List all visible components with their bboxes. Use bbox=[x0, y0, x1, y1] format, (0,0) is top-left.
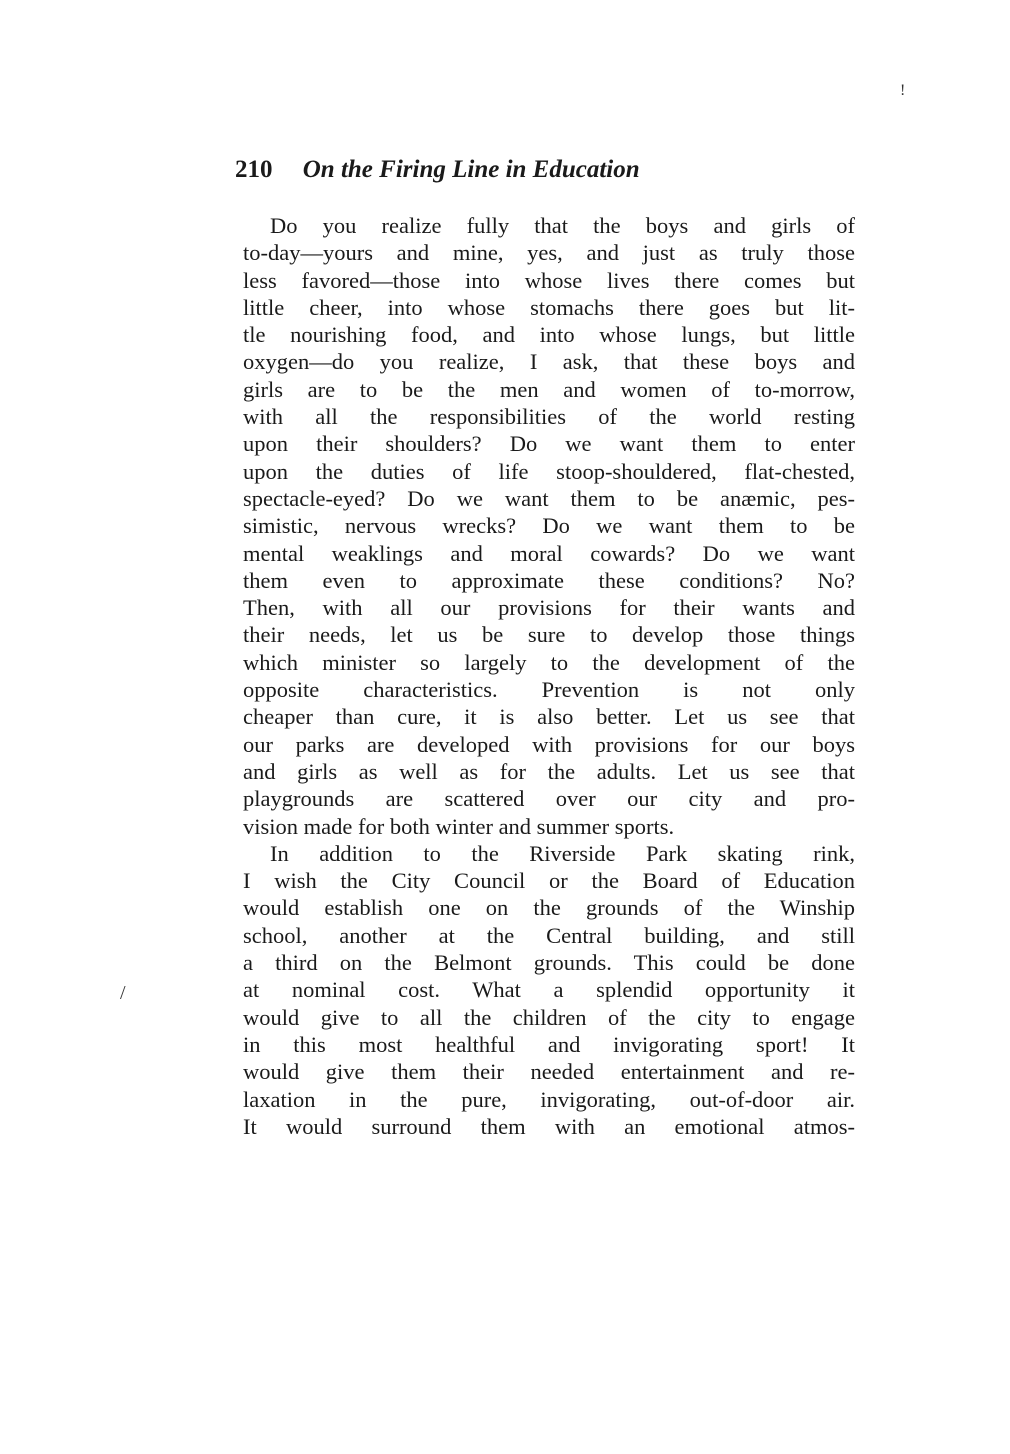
text-line: would establish one on the grounds of the Winship bbox=[243, 895, 855, 921]
text-line: and girls as well as for the adults. Let us see that bbox=[243, 758, 855, 784]
text-line: girls are to be the men and women of to-morrow, bbox=[243, 376, 855, 402]
text-line: simistic, nervous wrecks? Do we want them to be bbox=[243, 513, 855, 539]
text-line: less favored—those into whose lives there comes but bbox=[243, 267, 855, 293]
text-line: spectacle-eyed? Do we want them to be anæmic, pes- bbox=[243, 485, 855, 511]
text-line: little cheer, into whose stomachs there goes but lit- bbox=[243, 294, 855, 320]
text-line: upon their shoulders? Do we want them to enter bbox=[243, 431, 855, 457]
text-line: a third on the Belmont grounds. This could be done bbox=[243, 950, 855, 976]
text-line: vision made for both winter and summer sports. bbox=[243, 813, 675, 839]
text-line: would give them their needed entertainment and re- bbox=[243, 1059, 855, 1085]
body-text bbox=[243, 212, 855, 1140]
margin-mark-top: ! bbox=[900, 82, 906, 99]
text-line: playgrounds are scattered over our city and pro- bbox=[243, 786, 855, 812]
text-line: in this most healthful and invigorating sport! It bbox=[243, 1031, 855, 1057]
page-number: 210 bbox=[235, 156, 273, 183]
text-line: our parks are developed with provisions for our boys bbox=[243, 731, 855, 757]
text-line: with all the responsibilities of the world resting bbox=[243, 404, 855, 430]
text-line: oxygen—do you realize, I ask, that these boys and bbox=[243, 349, 855, 375]
paragraph-1 bbox=[243, 212, 855, 840]
margin-mark-left: / bbox=[120, 982, 126, 1004]
text-line: them even to approximate these conditions? No? bbox=[243, 567, 855, 593]
paragraph-2 bbox=[243, 840, 855, 1140]
text-line: In addition to the Riverside Park skating rink, bbox=[270, 840, 855, 866]
text-line: which minister so largely to the development of the bbox=[243, 649, 855, 675]
text-line: school, another at the Central building, and still bbox=[243, 922, 855, 948]
text-line: their needs, let us be sure to develop those things bbox=[243, 622, 855, 648]
text-line: at nominal cost. What a splendid opportunity it bbox=[243, 977, 855, 1003]
text-line: Do you realize fully that the boys and girls of bbox=[270, 213, 855, 238]
text-line: upon the duties of life stoop-shouldered, flat-chested, bbox=[243, 458, 855, 484]
running-head bbox=[235, 150, 855, 190]
book-title: On the Firing Line in Education bbox=[302, 156, 640, 183]
text-line: laxation in the pure, invigorating, out-of-door air. bbox=[243, 1086, 855, 1112]
text-line: to-day—yours and mine, yes, and just as truly those bbox=[243, 240, 855, 266]
text-line: cheaper than cure, it is also better. Let us see that bbox=[243, 704, 855, 730]
text-line: opposite characteristics. Prevention is not only bbox=[243, 677, 855, 703]
text-line: It would surround them with an emotional atmos- bbox=[243, 1113, 855, 1139]
text-line: I wish the City Council or the Board of Education bbox=[243, 868, 855, 894]
text-line: Then, with all our provisions for their wants and bbox=[243, 595, 855, 621]
text-line: mental weaklings and moral cowards? Do we want bbox=[243, 540, 855, 566]
text-line: would give to all the children of the city to engage bbox=[243, 1004, 855, 1030]
text-line: tle nourishing food, and into whose lungs, but little bbox=[243, 322, 855, 348]
